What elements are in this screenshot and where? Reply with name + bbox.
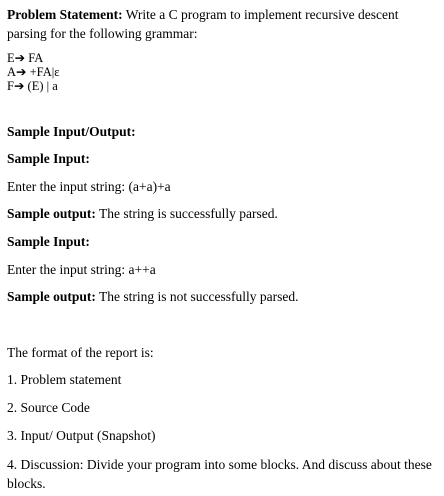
- sample-output-label: Sample output:: [7, 206, 96, 221]
- sample-output-text: The string is not successfully parsed.: [95, 289, 299, 304]
- sample-output-line: [7, 289, 298, 305]
- report-item: 2. Source Code: [7, 400, 90, 415]
- problem-statement: [7, 5, 439, 43]
- sample-input-heading: Sample Input:: [7, 151, 90, 166]
- grammar-rule: E➔ FA: [7, 51, 44, 65]
- report-item: 1. Problem statement: [7, 372, 122, 387]
- problem-statement-label: Problem Statement:: [7, 7, 123, 22]
- problem-statement-text: Write a C program to implement recursive descent parsing for the following grammar:: [7, 7, 399, 41]
- report-item: 3. Input/ Output (Snapshot): [7, 428, 156, 443]
- sample-output-line: [7, 206, 278, 222]
- sample-input-heading: Sample Input:: [7, 234, 90, 249]
- sample-input-line: Enter the input string: a++a: [7, 262, 156, 277]
- sample-input-line: Enter the input string: (a+a)+a: [7, 179, 171, 194]
- grammar-rule: F➔ (E) | a: [7, 79, 58, 93]
- sample-output-text: The string is successfully parsed.: [95, 206, 278, 221]
- report-intro: The format of the report is:: [7, 345, 154, 360]
- sample-io-heading: Sample Input/Output:: [7, 124, 136, 139]
- grammar-rule: A➔ +FA|ε: [7, 65, 60, 79]
- sample-output-label: Sample output:: [7, 289, 96, 304]
- report-item: 4. Discussion: Divide your program into some blocks. And discuss about these blocks.: [7, 457, 432, 491]
